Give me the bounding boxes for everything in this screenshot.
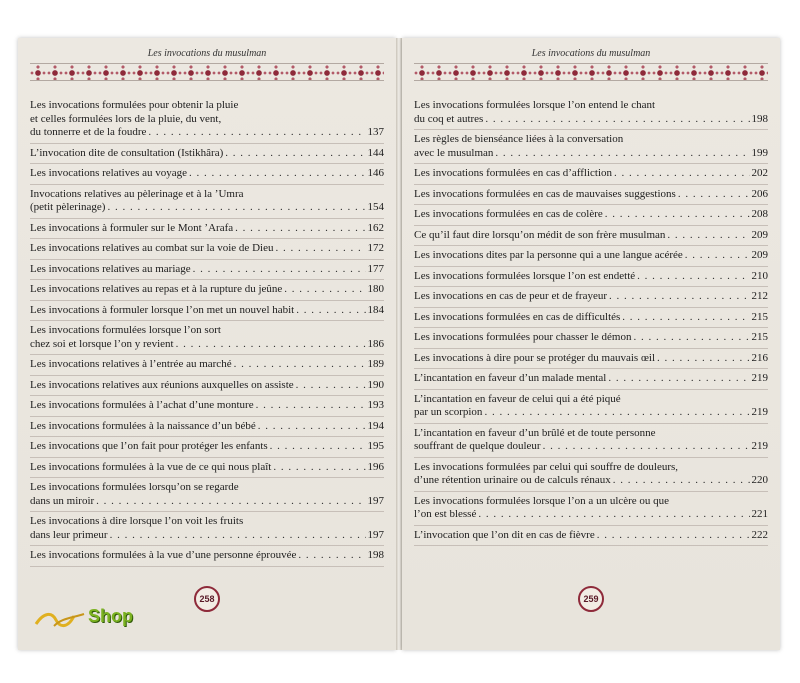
running-head-right: Les invocations du musulman bbox=[531, 48, 651, 59]
toc-entry bbox=[414, 185, 768, 206]
toc-entry-title: L’incantation en faveur d’un malade mental bbox=[414, 372, 607, 384]
toc-entry-last-line bbox=[414, 249, 768, 263]
toc-entry-last-line bbox=[30, 263, 384, 277]
toc-entry bbox=[30, 321, 384, 355]
toc-entry-title: Les invocations formulées en cas de mauvaises suggestions bbox=[414, 187, 676, 200]
shop-logo bbox=[34, 602, 164, 632]
table-of-contents-left bbox=[30, 96, 384, 567]
toc-entry-last-line bbox=[414, 372, 768, 386]
right-page bbox=[402, 38, 780, 650]
toc-entry-last-line bbox=[30, 529, 384, 543]
toc-entry-page: 190 bbox=[367, 378, 384, 391]
toc-entry-line: Les invocations formulées lorsque l’on entend le chant bbox=[414, 99, 656, 111]
toc-entry-last-line bbox=[414, 113, 768, 127]
toc-leader-dots bbox=[543, 440, 750, 454]
toc-entry-page: 177 bbox=[367, 262, 384, 275]
toc-entry bbox=[414, 226, 768, 247]
toc-entry-last-line bbox=[414, 208, 768, 222]
toc-entry-title: Les invocations formulées lorsque l’on est endetté bbox=[414, 269, 636, 282]
toc-entry-last-line bbox=[30, 379, 384, 393]
toc-entry-title: Les invocations à dire pour se protéger du mauvais œil bbox=[414, 351, 656, 364]
toc-entry-last-line bbox=[30, 283, 384, 297]
toc-entry-title: souffrant de quelque douleur bbox=[414, 440, 541, 452]
toc-entry-title: L’invocation dite de consultation (Istikhâra) bbox=[30, 146, 224, 159]
toc-leader-dots bbox=[96, 495, 365, 509]
ornament-band-right bbox=[414, 63, 768, 81]
toc-entry-page: 220 bbox=[751, 474, 768, 486]
toc-entry-title: Les invocations dites par la personne qui a une langue acérée bbox=[414, 249, 683, 261]
toc-entry bbox=[30, 376, 384, 397]
toc-entry bbox=[414, 96, 768, 130]
toc-entry-last-line bbox=[30, 126, 384, 140]
toc-leader-dots bbox=[609, 290, 749, 304]
toc-entry-title: Les invocations relatives au repas et à la rupture du jeûne bbox=[30, 283, 283, 295]
toc-entry-line: L’incantation en faveur d’un brûlé et de toute personne bbox=[414, 426, 656, 439]
toc-entry-title: (petit pèlerinage) bbox=[30, 201, 106, 213]
toc-entry-last-line bbox=[414, 188, 768, 202]
toc-entry-last-line bbox=[30, 399, 384, 413]
toc-entry-last-line bbox=[414, 406, 768, 420]
toc-entry-title: Les invocations en cas de peur et de frayeur bbox=[414, 290, 608, 302]
toc-entry bbox=[30, 396, 384, 417]
toc-entry-last-line bbox=[30, 549, 384, 563]
toc-entry-line: Les invocations formulées lorsque l’on sort bbox=[30, 324, 221, 336]
toc-entry-title: d’une rétention urinaire ou de calculs rénaux bbox=[414, 474, 611, 486]
toc-entry-page: 219 bbox=[751, 406, 768, 418]
toc-entry-page: 196 bbox=[367, 460, 384, 473]
toc-leader-dots bbox=[296, 304, 365, 318]
toc-entry bbox=[30, 280, 384, 301]
toc-entry-page: 212 bbox=[751, 290, 768, 302]
toc-entry-page: 209 bbox=[751, 228, 768, 241]
toc-entry-title: du coq et autres bbox=[414, 112, 484, 125]
toc-entry-page: 144 bbox=[367, 146, 384, 159]
toc-entry bbox=[414, 369, 768, 390]
toc-leader-dots bbox=[296, 379, 366, 393]
toc-entry-page: 199 bbox=[751, 146, 768, 159]
toc-leader-dots bbox=[270, 440, 366, 454]
toc-leader-dots bbox=[608, 372, 749, 386]
toc-entry bbox=[30, 239, 384, 260]
toc-entry bbox=[30, 219, 384, 240]
toc-entry-page: 197 bbox=[367, 494, 384, 507]
toc-entry-last-line bbox=[30, 201, 384, 215]
toc-leader-dots bbox=[189, 167, 365, 181]
toc-entry-page: 219 bbox=[751, 372, 768, 384]
toc-entry-title: Les invocations à formuler sur le Mont ’Arafa bbox=[30, 221, 234, 234]
toc-leader-dots bbox=[478, 508, 749, 522]
toc-entry-last-line bbox=[30, 304, 384, 318]
toc-entry-page: 210 bbox=[751, 269, 768, 282]
logo-text: Shop bbox=[88, 606, 133, 626]
toc-leader-dots bbox=[634, 331, 750, 345]
toc-entry-page: 216 bbox=[751, 351, 768, 364]
toc-entry bbox=[30, 417, 384, 438]
toc-leader-dots bbox=[614, 167, 749, 181]
toc-entry-title: Les invocations formulées à la vue de ce qui nous plaît bbox=[30, 460, 272, 473]
toc-entry-page: 206 bbox=[751, 187, 768, 200]
toc-entry-line: Les règles de bienséance liées à la conversation bbox=[414, 133, 624, 145]
toc-entry-page: 215 bbox=[751, 310, 768, 323]
toc-entry-last-line bbox=[30, 167, 384, 181]
toc-entry-page: 172 bbox=[367, 242, 384, 254]
toc-entry-page: 209 bbox=[751, 249, 768, 261]
ornament-band-left bbox=[30, 63, 384, 81]
toc-entry-title: Les invocations relatives au mariage bbox=[30, 262, 191, 275]
toc-entry bbox=[30, 96, 384, 144]
toc-entry-title: Les invocations relatives au voyage bbox=[30, 167, 188, 179]
toc-leader-dots bbox=[107, 201, 365, 215]
toc-entry-title: Les invocations relatives aux réunions auxquelles on assiste bbox=[30, 378, 294, 391]
toc-entry-last-line bbox=[414, 529, 768, 543]
toc-entry-last-line bbox=[414, 508, 768, 522]
table-of-contents-right bbox=[414, 96, 768, 546]
toc-entry-last-line bbox=[30, 461, 384, 475]
toc-entry-last-line bbox=[30, 440, 384, 454]
toc-entry bbox=[414, 205, 768, 226]
toc-entry-last-line bbox=[30, 495, 384, 509]
toc-entry-page: 202 bbox=[751, 167, 768, 179]
toc-entry bbox=[30, 512, 384, 546]
toc-leader-dots bbox=[678, 188, 750, 202]
book-spread bbox=[18, 38, 780, 650]
toc-entry-last-line bbox=[30, 147, 384, 161]
toc-entry bbox=[414, 424, 768, 458]
toc-leader-dots bbox=[597, 529, 750, 543]
page-number-left: 258 bbox=[194, 586, 220, 612]
toc-entry-last-line bbox=[414, 229, 768, 243]
toc-leader-dots bbox=[495, 147, 749, 161]
toc-entry bbox=[414, 308, 768, 329]
toc-leader-dots bbox=[176, 338, 366, 352]
toc-entry bbox=[414, 267, 768, 288]
toc-entry bbox=[30, 164, 384, 185]
toc-entry-page: 184 bbox=[367, 303, 384, 316]
toc-leader-dots bbox=[273, 461, 365, 475]
toc-entry bbox=[30, 260, 384, 281]
toc-entry bbox=[30, 458, 384, 479]
toc-entry-last-line bbox=[414, 440, 768, 454]
toc-entry bbox=[414, 164, 768, 185]
toc-entry bbox=[414, 349, 768, 370]
toc-entry-last-line bbox=[30, 242, 384, 256]
toc-entry-line: Les invocations formulées lorsque l’on a un ulcère ou que bbox=[414, 494, 670, 507]
toc-entry-page: 222 bbox=[751, 528, 768, 541]
toc-entry-title: Les invocations formulées en cas de colère bbox=[414, 208, 603, 220]
toc-entry-last-line bbox=[414, 331, 768, 345]
toc-leader-dots bbox=[275, 242, 365, 256]
toc-leader-dots bbox=[234, 358, 366, 372]
toc-entry-title: dans un miroir bbox=[30, 494, 95, 507]
toc-entry-page: 180 bbox=[367, 283, 384, 295]
toc-entry-last-line bbox=[414, 167, 768, 181]
toc-entry bbox=[30, 144, 384, 165]
toc-entry-page: 193 bbox=[367, 399, 384, 411]
toc-entry-last-line bbox=[30, 338, 384, 352]
toc-entry-title: L’invocation que l’on dit en cas de fièvre bbox=[414, 528, 595, 541]
toc-entry-last-line bbox=[414, 290, 768, 304]
toc-entry-title: Les invocations formulées en cas de difficultés bbox=[414, 310, 621, 323]
toc-entry-last-line bbox=[414, 474, 768, 488]
toc-leader-dots bbox=[225, 147, 365, 161]
toc-entry-title: Les invocations formulées à la naissance d’un bébé bbox=[30, 419, 256, 432]
toc-entry bbox=[30, 301, 384, 322]
running-head-left: Les invocations du musulman bbox=[147, 48, 267, 59]
toc-entry-line: Invocations relatives au pèlerinage et à la ’Umra bbox=[30, 187, 244, 200]
toc-leader-dots bbox=[298, 549, 365, 563]
toc-leader-dots bbox=[605, 208, 750, 222]
toc-leader-dots bbox=[613, 474, 750, 488]
toc-entry-page: 215 bbox=[751, 331, 768, 343]
toc-entry-title: l’on est blessé bbox=[414, 508, 477, 520]
toc-entry-page: 189 bbox=[367, 358, 384, 370]
page-number-right: 259 bbox=[578, 586, 604, 612]
toc-entry-line: Les invocations à dire lorsque l’on voit les fruits bbox=[30, 515, 244, 527]
toc-entry-page: 162 bbox=[367, 221, 384, 234]
toc-entry-page: 198 bbox=[751, 112, 768, 125]
swoosh-icon bbox=[34, 610, 86, 630]
toc-leader-dots bbox=[622, 311, 749, 325]
toc-entry-page: 146 bbox=[367, 167, 384, 179]
toc-entry-title: du tonnerre et de la foudre bbox=[30, 126, 147, 138]
toc-entry bbox=[414, 390, 768, 424]
toc-entry-line: Les invocations formulées pour obtenir la pluie bbox=[30, 99, 239, 111]
toc-entry-page: 198 bbox=[367, 549, 384, 561]
toc-leader-dots bbox=[685, 249, 750, 263]
toc-entry bbox=[414, 246, 768, 267]
toc-entry-title: Ce qu’il faut dire lorsqu’on médit de son frère musulman bbox=[414, 228, 666, 241]
toc-leader-dots bbox=[667, 229, 749, 243]
toc-entry-page: 208 bbox=[751, 208, 768, 220]
toc-leader-dots bbox=[193, 263, 366, 277]
toc-entry-line: et celles formulées lors de la pluie, du vent, bbox=[30, 112, 222, 125]
toc-entry-title: Les invocations relatives au combat sur la voie de Dieu bbox=[30, 242, 274, 254]
toc-entry-page: 221 bbox=[751, 508, 768, 520]
toc-entry-last-line bbox=[30, 358, 384, 372]
toc-entry-title: Les invocations formulées en cas d’affliction bbox=[414, 167, 613, 179]
toc-entry-last-line bbox=[414, 270, 768, 284]
toc-entry-line: Les invocations formulées lorsqu’on se regarde bbox=[30, 481, 239, 493]
toc-entry bbox=[414, 328, 768, 349]
toc-leader-dots bbox=[258, 420, 366, 434]
toc-entry-title: Les invocations que l’on fait pour protéger les enfants bbox=[30, 440, 268, 452]
toc-entry-last-line bbox=[30, 222, 384, 236]
toc-entry-last-line bbox=[30, 420, 384, 434]
toc-entry-last-line bbox=[414, 311, 768, 325]
toc-entry-page: 195 bbox=[367, 440, 384, 452]
toc-leader-dots bbox=[110, 529, 366, 543]
toc-leader-dots bbox=[657, 352, 749, 366]
toc-entry-page: 219 bbox=[751, 440, 768, 452]
toc-entry-title: chez soi et lorsque l’on y revient bbox=[30, 337, 174, 350]
toc-leader-dots bbox=[484, 406, 749, 420]
toc-entry-page: 194 bbox=[367, 419, 384, 432]
toc-entry-title: par un scorpion bbox=[414, 406, 483, 418]
toc-entry bbox=[30, 437, 384, 458]
toc-entry bbox=[30, 478, 384, 512]
toc-entry-page: 137 bbox=[367, 126, 384, 138]
toc-entry-line: Les invocations formulées par celui qui souffre de douleurs, bbox=[414, 460, 679, 473]
toc-entry-line: L’incantation en faveur de celui qui a été piqué bbox=[414, 392, 621, 405]
toc-entry-page: 186 bbox=[367, 337, 384, 350]
toc-leader-dots bbox=[284, 283, 365, 297]
toc-entry-title: Les invocations relatives à l’entrée au marché bbox=[30, 358, 232, 370]
toc-entry bbox=[414, 492, 768, 526]
toc-entry bbox=[30, 185, 384, 219]
toc-entry-page: 154 bbox=[367, 201, 384, 213]
toc-entry-last-line bbox=[414, 147, 768, 161]
left-page bbox=[18, 38, 396, 650]
toc-entry-title: dans leur primeur bbox=[30, 528, 108, 541]
toc-entry-page: 197 bbox=[367, 528, 384, 541]
toc-entry bbox=[414, 458, 768, 492]
toc-entry bbox=[30, 355, 384, 376]
toc-leader-dots bbox=[485, 113, 749, 127]
toc-leader-dots bbox=[637, 270, 749, 284]
toc-leader-dots bbox=[148, 126, 365, 140]
toc-leader-dots bbox=[235, 222, 365, 236]
toc-entry-title: Les invocations formulées à l’achat d’une monture bbox=[30, 399, 254, 411]
toc-entry-last-line bbox=[414, 352, 768, 366]
toc-entry-title: Les invocations formulées à la vue d’une personne éprouvée bbox=[30, 549, 297, 561]
toc-entry-title: Les invocations formulées pour chasser le démon bbox=[414, 331, 632, 343]
toc-entry bbox=[414, 287, 768, 308]
toc-entry bbox=[414, 526, 768, 547]
toc-leader-dots bbox=[256, 399, 366, 413]
toc-entry-title: avec le musulman bbox=[414, 146, 494, 159]
toc-entry bbox=[30, 546, 384, 567]
toc-entry-title: Les invocations à formuler lorsque l’on met un nouvel habit bbox=[30, 303, 295, 316]
toc-entry bbox=[414, 130, 768, 164]
